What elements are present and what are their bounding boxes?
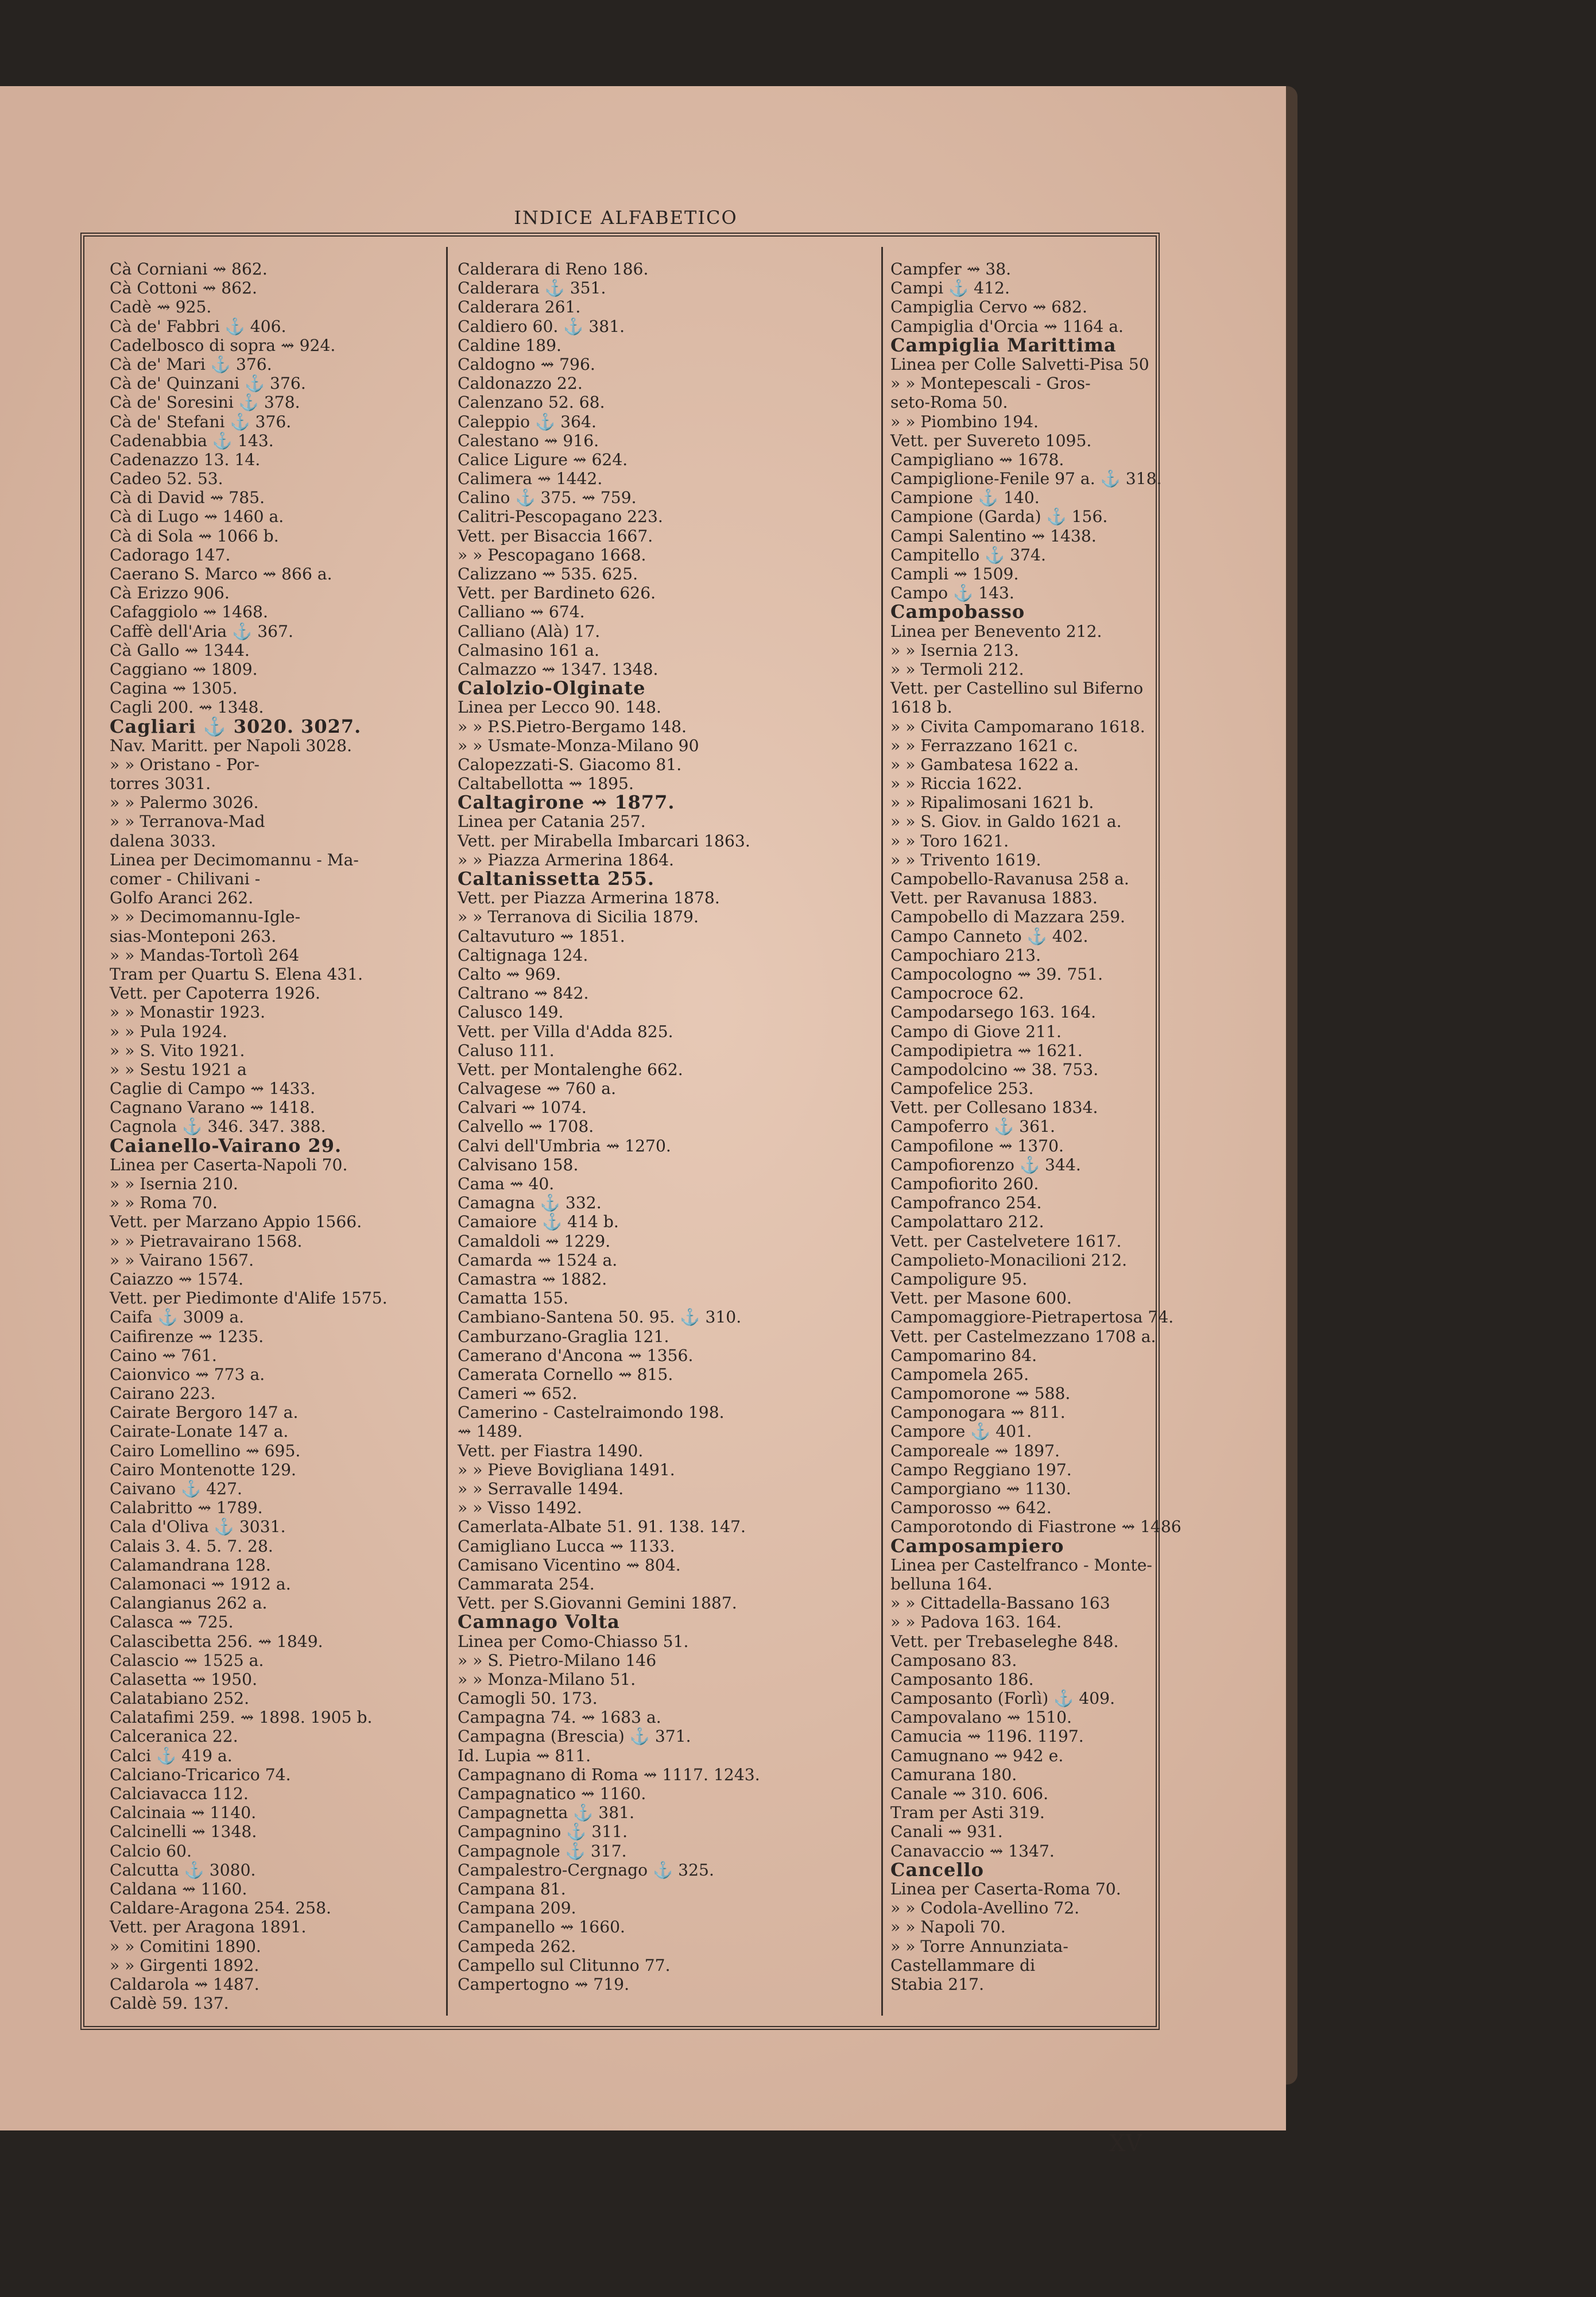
index-entry: Vett. per Trebaseleghe 848. <box>890 1631 1119 1651</box>
index-entry: Calamandrana 128. <box>110 1555 271 1575</box>
index-entry: Campagnatico ⇝ 1160. <box>458 1784 646 1803</box>
index-entry: Calino ⚓ 375. ⇝ 759. <box>458 488 637 508</box>
index-entry: Calvisano 158. <box>458 1155 579 1174</box>
index-entry: Campli ⇝ 1509. <box>890 564 1019 583</box>
index-entry: » » Napoli 70. <box>890 1917 1006 1937</box>
index-entry: Calatafimi 259. ⇝ 1898. 1905 b. <box>110 1708 373 1727</box>
index-entry: Campofelice 253. <box>890 1079 1034 1099</box>
index-entry: Campocologno ⇝ 39. 751. <box>890 964 1103 984</box>
index-entry: Cagli 200. ⇝ 1348. <box>110 698 264 717</box>
index-entry: Calasca ⇝ 725. <box>110 1612 234 1632</box>
index-entry: Tram per Quartu S. Elena 431. <box>110 964 363 984</box>
index-entry: Calliano ⇝ 674. <box>458 602 585 622</box>
index-entry: Campore ⚓ 401. <box>890 1422 1032 1441</box>
index-entry: Camporeale ⇝ 1897. <box>890 1441 1060 1460</box>
index-entry: Cagnola ⚓ 346. 347. 388. <box>110 1117 326 1136</box>
index-entry: Vett. per Bisaccia 1667. <box>458 526 653 546</box>
index-entry: Camatta 155. <box>458 1289 569 1308</box>
index-entry: Cà Gallo ⇝ 1344. <box>110 640 250 660</box>
index-entry: Id. Lupia ⇝ 811. <box>458 1746 591 1765</box>
index-entry: Campomorone ⇝ 588. <box>890 1384 1071 1403</box>
index-frame <box>80 233 1181 2030</box>
index-entry: Campobello-Ravanusa 258 a. <box>890 869 1129 888</box>
index-entry: Vett. per Suvereto 1095. <box>890 431 1092 450</box>
index-entry: Campobello di Mazzara 259. <box>890 907 1125 927</box>
index-entry: Linea per Catania 257. <box>458 812 646 832</box>
index-entry: Campomaggiore-Pietrapertosa 74. <box>890 1308 1174 1327</box>
index-entry: Camponogara ⇝ 811. <box>890 1403 1066 1422</box>
index-entry: Cafaggiolo ⇝ 1468. <box>110 602 268 622</box>
index-entry: Camogli 50. 173. <box>458 1689 598 1708</box>
index-entry: Cancello <box>890 1858 984 1881</box>
index-entry: Calceranica 22. <box>110 1727 238 1746</box>
index-entry: Cairate-Lonate 147 a. <box>110 1422 289 1441</box>
index-entry: Cadenabbia ⚓ 143. <box>110 431 274 450</box>
index-entry: Cairate Bergoro 147 a. <box>110 1403 299 1422</box>
index-entry: Caleppio ⚓ 364. <box>458 412 596 431</box>
index-entry: Campagnano di Roma ⇝ 1117. 1243. <box>458 1765 760 1784</box>
index-entry: Vett. per Castellino sul Biferno <box>890 679 1144 698</box>
index-entry: Campagna (Brescia) ⚓ 371. <box>458 1727 691 1746</box>
index-entry: » » Termoli 212. <box>890 659 1024 679</box>
index-entry: seto-Roma 50. <box>890 393 1008 412</box>
index-entry: 1618 b. <box>890 698 952 717</box>
index-entry: Caltignaga 124. <box>458 945 588 965</box>
index-entry: » » Isernia 213. <box>890 640 1019 660</box>
index-entry: Calamonaci ⇝ 1912 a. <box>110 1574 291 1594</box>
index-entry: Cà de' Fabbri ⚓ 406. <box>110 316 286 336</box>
index-entry: Caerano S. Marco ⇝ 866 a. <box>110 564 332 583</box>
index-entry: Campomela 265. <box>890 1364 1029 1384</box>
index-entry: Vett. per Piazza Armerina 1878. <box>458 888 720 908</box>
index-entry: Nav. Maritt. per Napoli 3028. <box>110 736 352 755</box>
index-entry: Vett. per Bardineto 626. <box>458 583 656 603</box>
index-entry: » » Montepescali - Gros- <box>890 374 1091 393</box>
index-entry: Vett. per Piedimonte d'Alife 1575. <box>110 1289 388 1308</box>
index-entry: » » Terranova di Sicilia 1879. <box>458 907 699 927</box>
index-entry: » » Usmate-Monza-Milano 90 <box>458 736 699 755</box>
index-entry: Camposano 83. <box>890 1650 1017 1670</box>
index-entry: Linea per Lecco 90. 148. <box>458 698 661 717</box>
index-entry: Linea per Caserta-Napoli 70. <box>110 1155 348 1174</box>
index-entry: » » Sestu 1921 a <box>110 1059 247 1079</box>
index-entry: Camastra ⇝ 1882. <box>458 1269 607 1289</box>
index-entry: Cà Erizzo 906. <box>110 583 230 603</box>
index-entry: Camerino - Castelraimondo 198. <box>458 1403 725 1422</box>
index-entry: » » Ferrazzano 1621 c. <box>890 736 1078 755</box>
index-entry: Cà de' Soresini ⚓ 378. <box>110 393 300 412</box>
index-entry: Caltavuturo ⇝ 1851. <box>458 926 625 946</box>
index-entry: Vett. per Castelvetere 1617. <box>890 1231 1122 1251</box>
index-entry: Calliano (Alà) 17. <box>458 621 601 641</box>
index-entry: Castellammare di <box>890 1955 1036 1975</box>
index-entry: Caldare-Aragona 254. 258. <box>110 1898 331 1918</box>
index-entry: Campofiorenzo ⚓ 344. <box>890 1155 1081 1174</box>
index-entry: Camporotondo di Fiastrone ⇝ 1486 <box>890 1517 1181 1537</box>
index-entry: » » Monastir 1923. <box>110 1003 266 1022</box>
index-entry: Camugnano ⇝ 942 e. <box>890 1746 1064 1765</box>
index-entry: Campodipietra ⇝ 1621. <box>890 1041 1083 1060</box>
index-entry: » » Monza-Milano 51. <box>458 1669 636 1689</box>
index-entry: Calusco 149. <box>458 1003 564 1022</box>
index-entry: Campiglia Cervo ⇝ 682. <box>890 297 1087 317</box>
index-entry: Campocroce 62. <box>890 984 1024 1003</box>
index-entry: Caionvico ⇝ 773 a. <box>110 1364 265 1384</box>
index-entry: » » Pula 1924. <box>110 1022 228 1041</box>
index-entry: Vett. per Masone 600. <box>890 1289 1072 1308</box>
index-entry: ⇝ 1489. <box>458 1422 523 1441</box>
index-entry: Campitello ⚓ 374. <box>890 545 1046 564</box>
index-entry: belluna 164. <box>890 1574 993 1594</box>
index-entry: Calcutta ⚓ 3080. <box>110 1860 256 1880</box>
index-entry: » » P.S.Pietro-Bergamo 148. <box>458 717 687 736</box>
index-entry: Camposampiero <box>890 1534 1064 1557</box>
index-entry: Cagnano Varano ⇝ 1418. <box>110 1098 315 1117</box>
index-entry: Camagna ⚓ 332. <box>458 1193 602 1213</box>
index-entry: Campo ⚓ 143. <box>890 583 1014 603</box>
index-entry: Caggiano ⇝ 1809. <box>110 659 258 679</box>
index-entry: » » Gambatesa 1622 a. <box>890 755 1079 774</box>
index-entry: Campagnetta ⚓ 381. <box>458 1803 635 1823</box>
index-entry: » » Piombino 194. <box>890 412 1039 431</box>
index-entry: Calciano-Tricarico 74. <box>110 1765 291 1784</box>
index-entry: Campolieto-Monacilioni 212. <box>890 1250 1128 1270</box>
index-entry: » » Mandas-Tortolì 264 <box>110 945 300 965</box>
page-number: XV <box>1109 2130 1142 2157</box>
index-entry: Caivano ⚓ 427. <box>110 1479 243 1498</box>
index-entry: Calvagese ⇝ 760 a. <box>458 1079 617 1099</box>
index-entry: Campeda 262. <box>458 1936 576 1956</box>
index-entry: Calvello ⇝ 1708. <box>458 1117 594 1136</box>
index-entry: Campagna 74. ⇝ 1683 a. <box>458 1708 661 1727</box>
index-entry: Campovalano ⇝ 1510. <box>890 1708 1072 1727</box>
index-entry: Canale ⇝ 310. 606. <box>890 1784 1049 1803</box>
index-entry: Calvari ⇝ 1074. <box>458 1098 587 1117</box>
index-entry: Camerano d'Ancona ⇝ 1356. <box>458 1345 694 1365</box>
index-entry: Cairano 223. <box>110 1384 216 1403</box>
index-entry: Vett. per Villa d'Adda 825. <box>458 1022 673 1041</box>
index-entry: Cadè ⇝ 925. <box>110 297 212 317</box>
index-entry: Calenzano 52. 68. <box>458 393 605 412</box>
index-entry: Camnago Volta <box>458 1611 620 1633</box>
index-entry: Cagina ⇝ 1305. <box>110 679 238 698</box>
index-entry: Campertogno ⇝ 719. <box>458 1974 630 1994</box>
index-entry: Caldine 189. <box>458 335 562 355</box>
index-entry: Calestano ⇝ 916. <box>458 431 599 450</box>
index-entry: Campfer ⇝ 38. <box>890 260 1012 279</box>
index-entry: Campello sul Clitunno 77. <box>458 1955 671 1975</box>
index-entry: comer - Chilivani - <box>110 869 261 888</box>
index-entry: Camarda ⇝ 1524 a. <box>458 1250 618 1270</box>
index-entry: Linea per Colle Salvetti-Pisa 50 <box>890 354 1149 374</box>
index-entry: Camposanto (Forlì) ⚓ 409. <box>890 1689 1115 1708</box>
index-entry: Campanello ⇝ 1660. <box>458 1917 626 1937</box>
index-entry: Calopezzati-S. Giacomo 81. <box>458 755 682 774</box>
index-entry: Campodarsego 163. 164. <box>890 1003 1097 1022</box>
index-entry: Cà Corniani ⇝ 862. <box>110 260 268 279</box>
index-entry: » » Roma 70. <box>110 1193 218 1213</box>
index-entry: Linea per Como-Chiasso 51. <box>458 1631 689 1651</box>
index-entry: Calabritto ⇝ 1789. <box>110 1498 263 1518</box>
index-entry: Calizzano ⇝ 535. 625. <box>458 564 638 583</box>
index-entry: Vett. per Fiastra 1490. <box>458 1441 644 1460</box>
index-entry: » » Riccia 1622. <box>890 774 1022 794</box>
index-entry: Vett. per Ravanusa 1883. <box>890 888 1098 908</box>
index-entry: Campagnole ⚓ 317. <box>458 1841 627 1861</box>
index-entry: Caino ⇝ 761. <box>110 1345 217 1365</box>
index-entry: Linea per Benevento 212. <box>890 621 1102 641</box>
index-entry: Calderara 261. <box>458 297 581 317</box>
column-rule <box>881 247 883 2016</box>
index-entry: Cala d'Oliva ⚓ 3031. <box>110 1517 286 1537</box>
index-entry: Cà de' Quinzani ⚓ 376. <box>110 374 306 393</box>
index-entry: Cadorago 147. <box>110 545 231 564</box>
index-entry: Caifirenze ⇝ 1235. <box>110 1327 264 1346</box>
index-column-2 <box>458 260 878 2014</box>
page-header: INDICE ALFABETICO <box>514 207 738 229</box>
index-entry: Cambiano-Santena 50. 95. ⚓ 310. <box>458 1308 742 1327</box>
index-entry: Calvi dell'Umbria ⇝ 1270. <box>458 1136 671 1155</box>
index-entry: Caldonazzo 22. <box>458 374 583 393</box>
index-entry: Calmazzo ⇝ 1347. 1348. <box>458 659 658 679</box>
index-entry: Calolzio-Olginate <box>458 677 646 699</box>
index-entry: Calcinaia ⇝ 1140. <box>110 1803 257 1823</box>
index-entry: Caluso 111. <box>458 1041 555 1060</box>
index-entry: Calascio ⇝ 1525 a. <box>110 1650 264 1670</box>
index-entry: Campodolcino ⇝ 38. 753. <box>890 1059 1099 1079</box>
index-entry: Vett. per Castelmezzano 1708 a. <box>890 1327 1156 1346</box>
index-entry: Camigliano Lucca ⇝ 1133. <box>458 1536 675 1556</box>
index-entry: Linea per Decimomannu - Ma- <box>110 850 359 869</box>
index-entry: Camucia ⇝ 1196. 1197. <box>890 1727 1084 1746</box>
index-entry: » » S. Vito 1921. <box>110 1041 245 1060</box>
index-entry: Cà de' Stefani ⚓ 376. <box>110 412 292 431</box>
index-entry: Cadeo 52. 53. <box>110 469 223 489</box>
index-entry: Campiglia d'Orcia ⇝ 1164 a. <box>890 316 1124 336</box>
index-entry: Cama ⇝ 40. <box>458 1174 555 1193</box>
index-entry: Calais 3. 4. 5. 7. 28. <box>110 1536 273 1556</box>
index-entry: Vett. per Montalenghe 662. <box>458 1059 683 1079</box>
index-entry: Caldana ⇝ 1160. <box>110 1879 247 1898</box>
index-entry: Linea per Castelfranco - Monte- <box>890 1555 1152 1575</box>
index-entry: Caldarola ⇝ 1487. <box>110 1974 259 1994</box>
index-entry: Calimera ⇝ 1442. <box>458 469 603 489</box>
index-entry: Caglie di Campo ⇝ 1433. <box>110 1079 316 1099</box>
index-entry: Camburzano-Graglia 121. <box>458 1327 669 1346</box>
index-entry: Vett. per Mirabella Imbarcari 1863. <box>458 831 750 850</box>
index-entry: Campi ⚓ 412. <box>890 279 1010 298</box>
index-entry: Cà di Lugo ⇝ 1460 a. <box>110 507 284 527</box>
index-entry: Caffè dell'Aria ⚓ 367. <box>110 621 293 641</box>
index-entry: Cadelbosco di sopra ⇝ 924. <box>110 335 336 355</box>
index-entry: Calatabiano 252. <box>110 1689 250 1708</box>
index-entry: » » Civita Campomarano 1618. <box>890 717 1145 736</box>
index-entry: Cadenazzo 13. 14. <box>110 450 261 469</box>
index-entry: Campo Reggiano 197. <box>890 1460 1072 1479</box>
index-entry: Calasetta ⇝ 1950. <box>110 1669 258 1689</box>
index-entry: Caldè 59. 137. <box>110 1994 229 2013</box>
index-entry: Tram per Asti 319. <box>890 1803 1045 1823</box>
index-entry: » » Pietravairano 1568. <box>110 1231 303 1251</box>
index-entry: Stabia 217. <box>890 1974 985 1994</box>
index-entry: Caiazzo ⇝ 1574. <box>110 1269 244 1289</box>
index-entry: sias-Monteponi 263. <box>110 926 277 946</box>
index-entry: » » Comitini 1890. <box>110 1936 261 1956</box>
index-entry: Camposanto 186. <box>890 1669 1034 1689</box>
index-entry: » » Palermo 3026. <box>110 793 259 813</box>
index-entry: Calascibetta 256. ⇝ 1849. <box>110 1631 323 1651</box>
index-entry: Calciavacca 112. <box>110 1784 249 1803</box>
index-entry: Calmasino 161 a. <box>458 640 600 660</box>
index-entry: » » Codola-Avellino 72. <box>890 1898 1080 1918</box>
index-entry: Campalestro-Cergnago ⚓ 325. <box>458 1860 714 1880</box>
index-entry: » » S. Pietro-Milano 146 <box>458 1650 657 1670</box>
index-entry: Campolattaro 212. <box>890 1212 1044 1232</box>
index-entry: Calcio 60. <box>110 1841 192 1861</box>
index-entry: Calcinelli ⇝ 1348. <box>110 1822 257 1842</box>
index-entry: » » Visso 1492. <box>458 1498 582 1518</box>
index-entry: Caldogno ⇝ 796. <box>458 354 595 374</box>
index-entry: Camerlata-Albate 51. 91. 138. 147. <box>458 1517 746 1537</box>
index-entry: » » Pescopagano 1668. <box>458 545 646 564</box>
index-entry: Calice Ligure ⇝ 624. <box>458 450 628 469</box>
index-entry: Campobasso <box>890 601 1025 623</box>
index-entry: » » Ripalimosani 1621 b. <box>890 793 1094 813</box>
index-entry: Campo di Giove 211. <box>890 1022 1062 1041</box>
index-entry: Campofranco 254. <box>890 1193 1042 1213</box>
index-entry: Campiglia Marittima <box>890 334 1117 356</box>
index-entry: » » Padova 163. 164. <box>890 1612 1062 1632</box>
index-entry: Canali ⇝ 931. <box>890 1822 1003 1842</box>
index-entry: Campigliano ⇝ 1678. <box>890 450 1064 469</box>
index-entry: » » Girgenti 1892. <box>110 1955 259 1975</box>
index-entry: Golfo Aranci 262. <box>110 888 254 908</box>
index-entry: » » Cittadella-Bassano 163 <box>890 1594 1110 1613</box>
index-entry: torres 3031. <box>110 774 211 794</box>
index-entry: Vett. per Collesano 1834. <box>890 1098 1098 1117</box>
index-entry: Vett. per S.Giovanni Gemini 1887. <box>458 1594 737 1613</box>
index-entry: Camisano Vicentino ⇝ 804. <box>458 1555 681 1575</box>
index-entry: Campiglione-Fenile 97 a. ⚓ 318. <box>890 469 1162 489</box>
index-entry: Calderara ⚓ 351. <box>458 279 606 298</box>
index-entry: Calitri-Pescopagano 223. <box>458 507 663 527</box>
index-entry: Camerata Cornello ⇝ 815. <box>458 1364 673 1384</box>
index-entry: Campagnino ⚓ 311. <box>458 1822 628 1842</box>
index-entry: Caltanissetta 255. <box>458 868 655 890</box>
index-entry: Camaldoli ⇝ 1229. <box>458 1231 611 1251</box>
index-entry: » » Piazza Armerina 1864. <box>458 850 675 869</box>
index-entry: Campana 209. <box>458 1898 576 1918</box>
index-entry: Campofilone ⇝ 1370. <box>890 1136 1064 1155</box>
index-entry: Campana 81. <box>458 1879 566 1898</box>
index-entry: Caltagirone ⇝ 1877. <box>458 791 675 814</box>
index-entry: Calci ⚓ 419 a. <box>110 1746 233 1765</box>
index-entry: » » Serravalle 1494. <box>458 1479 624 1498</box>
index-entry: Caldiero 60. ⚓ 381. <box>458 316 625 336</box>
index-entry: Cairo Lomellino ⇝ 695. <box>110 1441 301 1460</box>
index-entry: Cammarata 254. <box>458 1574 595 1594</box>
index-entry: Linea per Caserta-Roma 70. <box>890 1879 1121 1898</box>
index-entry: Calangianus 262 a. <box>110 1594 268 1613</box>
index-entry: » » Oristano - Por- <box>110 755 259 774</box>
index-entry: » » Toro 1621. <box>890 831 1009 850</box>
index-entry: Calderara di Reno 186. <box>458 260 649 279</box>
index-entry: » » Decimomannu-Igle- <box>110 907 301 927</box>
index-entry: Campofiorito 260. <box>890 1174 1039 1193</box>
index-entry: Campione (Garda) ⚓ 156. <box>890 507 1108 527</box>
index-entry: » » Trivento 1619. <box>890 850 1041 869</box>
index-entry: Cà de' Mari ⚓ 376. <box>110 354 272 374</box>
index-entry: dalena 3033. <box>110 831 216 850</box>
index-entry: Camporgiano ⇝ 1130. <box>890 1479 1071 1498</box>
index-entry: Cameri ⇝ 652. <box>458 1384 578 1403</box>
index-entry: Camporosso ⇝ 642. <box>890 1498 1052 1518</box>
index-entry: Vett. per Capoterra 1926. <box>110 984 320 1003</box>
index-entry: Canavaccio ⇝ 1347. <box>890 1841 1055 1861</box>
index-entry: Caltrano ⇝ 842. <box>458 984 589 1003</box>
index-entry: Campomarino 84. <box>890 1345 1037 1365</box>
index-entry: Cairo Montenotte 129. <box>110 1460 296 1479</box>
index-entry: Vett. per Marzano Appio 1566. <box>110 1212 362 1232</box>
index-entry: Cà di David ⇝ 785. <box>110 488 265 508</box>
index-entry: Campoferro ⚓ 361. <box>890 1117 1055 1136</box>
index-entry: » » Isernia 210. <box>110 1174 238 1193</box>
index-entry: Caianello-Vairano 29. <box>110 1134 342 1157</box>
index-entry: Cà di Sola ⇝ 1066 b. <box>110 526 279 546</box>
index-entry: Calto ⇝ 969. <box>458 964 561 984</box>
index-entry: Campione ⚓ 140. <box>890 488 1040 508</box>
index-entry: Campoligure 95. <box>890 1269 1028 1289</box>
index-entry: » » Vairano 1567. <box>110 1250 254 1270</box>
index-entry: Cagliari ⚓ 3020. 3027. <box>110 715 362 737</box>
index-entry: » » S. Giov. in Galdo 1621 a. <box>890 812 1122 832</box>
index-entry: » » Pieve Bovigliana 1491. <box>458 1460 675 1479</box>
index-entry: Vett. per Aragona 1891. <box>110 1917 307 1937</box>
index-entry: Caltabellotta ⇝ 1895. <box>458 774 634 794</box>
index-column-3 <box>890 260 1181 2014</box>
index-entry: Cà Cottoni ⇝ 862. <box>110 279 257 298</box>
index-entry: Caifa ⚓ 3009 a. <box>110 1308 245 1327</box>
index-entry: » » Torre Annunziata- <box>890 1936 1068 1956</box>
book-page <box>0 86 1286 2157</box>
index-entry: Camaiore ⚓ 414 b. <box>458 1212 619 1232</box>
index-entry: Campi Salentino ⇝ 1438. <box>890 526 1097 546</box>
index-entry: Campochiaro 213. <box>890 945 1041 965</box>
index-entry: » » Terranova-Mad <box>110 812 265 832</box>
index-column-1 <box>110 260 454 2014</box>
index-entry: Camurana 180. <box>890 1765 1017 1784</box>
index-entry: Campo Canneto ⚓ 402. <box>890 926 1088 946</box>
